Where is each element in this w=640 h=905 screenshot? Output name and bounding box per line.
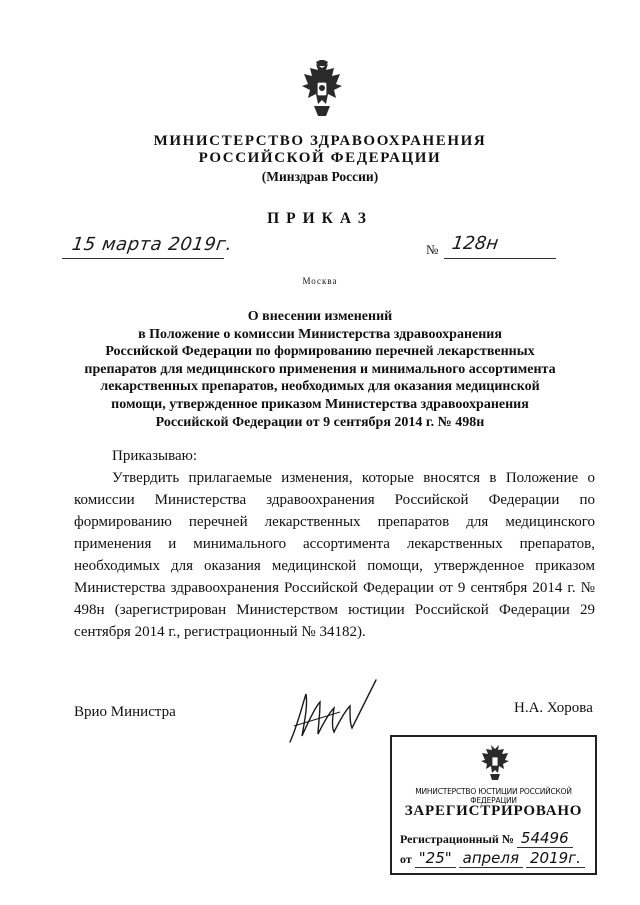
coat-of-arms-icon xyxy=(296,60,348,120)
order-date: 15 марта 2019г. xyxy=(70,234,234,255)
number-sign: № xyxy=(426,242,439,257)
number-underline xyxy=(444,258,556,259)
order-word: Приказываю: xyxy=(112,448,197,464)
document-type: ПРИКАЗ xyxy=(267,210,373,227)
stamp-date-day: "25" xyxy=(415,849,456,868)
handwritten-signature xyxy=(280,676,380,748)
stamp-reg-label: Регистрационный № xyxy=(400,832,514,846)
signer-position: Врио Министра xyxy=(74,704,176,720)
date-underline xyxy=(62,258,224,259)
ministry-short-name: (Минздрав России) xyxy=(261,169,379,184)
stamp-ministry: МИНИСТЕРСТВО ЮСТИЦИИ РОССИЙСКОЙ ФЕДЕРАЦИИ xyxy=(415,787,572,805)
city: Москва xyxy=(302,276,338,286)
order-subject xyxy=(80,308,560,431)
stamp-from-label: от xyxy=(400,852,412,866)
subject-line: в Положение о комиссии Министерства здравоохранения xyxy=(138,326,502,342)
stamp-registered: ЗАРЕГИСТРИРОВАНО xyxy=(404,803,583,819)
subject-line: лекарственных препаратов, необходимых для оказания медицинской xyxy=(100,379,540,395)
order-number: 128н xyxy=(450,233,500,254)
stamp-reg-number: 54496 xyxy=(517,829,573,848)
ministry-name-line2: РОССИЙСКОЙ ФЕДЕРАЦИИ xyxy=(198,150,442,166)
subject-line: помощи, утвержденное приказом Министерства здравоохранения xyxy=(111,396,529,412)
ministry-name-line1: МИНИСТЕРСТВО ЗДРАВООХРАНЕНИЯ xyxy=(153,133,487,149)
signer-name: Н.А. Хорова xyxy=(514,700,593,716)
subject-line: О внесении изменений xyxy=(247,309,393,324)
stamp-date-row xyxy=(400,849,590,867)
order-body-paragraph: Утвердить прилагаемые изменения, которые вносятся в Положение о комиссии Министерства здравоохранения Российской Федерации по формированию перечней лекарственных препаратов для медицинского применения и минимального ассортимента лекарственных препаратов, необходимых для оказания медицинской помощи, утвержденное приказом Министерства здравоохранения Российской Федерации от 9 сентября 2014 г. № 498н (зарегистрирован Министерством юстиции Российской Федерации 29 сентября 2014 г., регистрационный № 34182). xyxy=(74,470,595,640)
stamp-emblem-icon xyxy=(478,743,512,781)
ministry-name xyxy=(0,133,640,167)
subject-line: Российской Федерации от 9 сентября 2014 г. № 498н xyxy=(155,414,485,430)
stamp-reg-number-row xyxy=(400,829,590,847)
subject-line: Российской Федерации по формированию перечней лекарственных xyxy=(105,344,535,360)
stamp-date-year: 2019г. xyxy=(526,849,585,868)
registration-stamp xyxy=(390,735,597,875)
stamp-date-month: апреля xyxy=(459,849,523,868)
subject-line: препаратов для медицинского применения и минимального ассортимента xyxy=(84,361,556,377)
